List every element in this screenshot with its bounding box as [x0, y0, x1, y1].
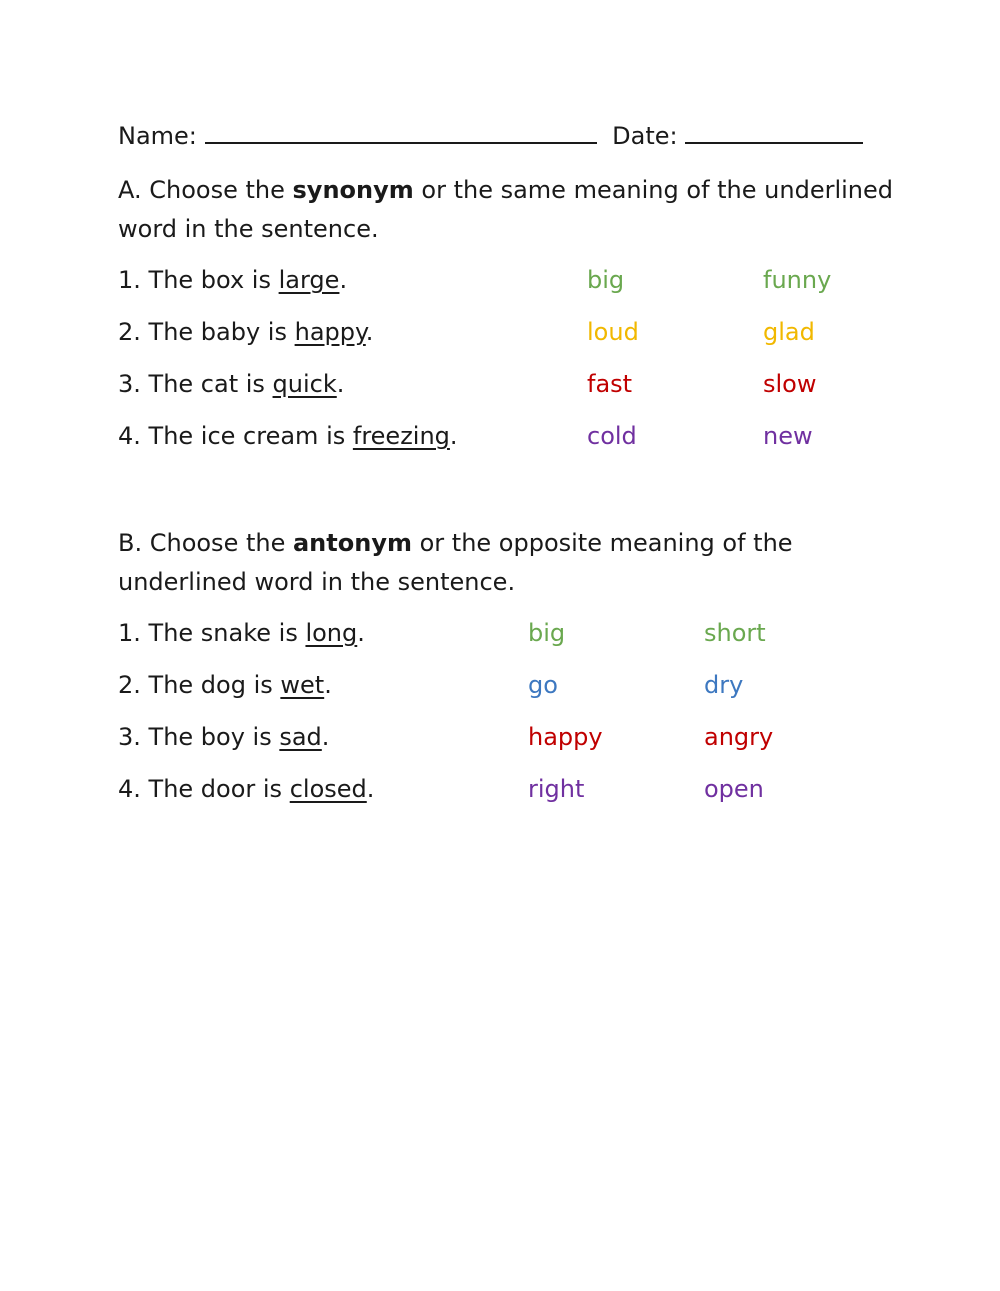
- date-label: Date:: [612, 122, 678, 150]
- section_a-question-1: [118, 265, 347, 295]
- section_b-q3-option-1[interactable]: happy: [528, 723, 603, 751]
- section_b-q4-option-2[interactable]: open: [704, 775, 764, 803]
- section-b-prefix: B. Choose the: [118, 529, 293, 557]
- section_a-q4-option-1[interactable]: cold: [587, 422, 637, 450]
- section_b-q1-option-2[interactable]: short: [704, 619, 766, 647]
- section_a-q2-option-2[interactable]: glad: [763, 318, 815, 346]
- question-end: .: [449, 422, 458, 450]
- section_a-q3-option-2[interactable]: slow: [763, 370, 817, 398]
- underlined-word: sad: [279, 723, 322, 751]
- question-end: .: [366, 775, 375, 803]
- underlined-word: wet: [280, 671, 325, 699]
- underlined-word: freezing: [352, 422, 450, 450]
- section_b-question-3: [118, 722, 329, 752]
- section_b-q2-option-2[interactable]: dry: [704, 671, 744, 699]
- question-lead: 3. The boy is: [118, 723, 280, 751]
- name-blank-field[interactable]: [205, 120, 597, 144]
- section-b-instructions: [118, 524, 918, 602]
- question-lead: 1. The snake is: [118, 619, 306, 647]
- section_a-question-4: [118, 421, 458, 451]
- section-b-suffix: or the opposite meaning of the underlined word in the sentence.: [118, 529, 793, 596]
- question-lead: 4. The door is: [118, 775, 290, 803]
- section_a-q2-option-1[interactable]: loud: [587, 318, 639, 346]
- section_a-q1-option-2[interactable]: funny: [763, 266, 832, 294]
- section_b-q3-option-2[interactable]: angry: [704, 723, 774, 751]
- section_a-q1-option-1[interactable]: big: [587, 266, 625, 294]
- question-end: .: [321, 723, 330, 751]
- section_a-question-3: [118, 369, 344, 399]
- underlined-word: long: [305, 619, 358, 647]
- question-lead: 1. The box is: [118, 266, 279, 294]
- question-lead: 2. The baby is: [118, 318, 295, 346]
- name-label: Name:: [118, 122, 197, 150]
- underlined-word: quick: [272, 370, 337, 398]
- section_b-question-2: [118, 670, 332, 700]
- section_a-q4-option-2[interactable]: new: [763, 422, 813, 450]
- section_b-question-1: [118, 618, 365, 648]
- section-a-instructions: [118, 171, 918, 249]
- section-b-keyword: antonym: [292, 529, 412, 557]
- section_a-question-2: [118, 317, 373, 347]
- section_b-q4-option-1[interactable]: right: [528, 775, 585, 803]
- question-end: .: [365, 318, 374, 346]
- question-lead: 2. The dog is: [118, 671, 281, 699]
- section-a-keyword: synonym: [292, 176, 414, 204]
- question-end: .: [339, 266, 348, 294]
- section-a-prefix: A. Choose the: [118, 176, 293, 204]
- section_b-question-4: [118, 774, 374, 804]
- underlined-word: happy: [294, 318, 366, 346]
- underlined-word: large: [278, 266, 340, 294]
- section_a-q3-option-1[interactable]: fast: [587, 370, 633, 398]
- question-lead: 3. The cat is: [118, 370, 273, 398]
- underlined-word: closed: [289, 775, 367, 803]
- section_b-q1-option-1[interactable]: big: [528, 619, 566, 647]
- question-end: .: [357, 619, 365, 647]
- section_b-q2-option-1[interactable]: go: [528, 671, 558, 699]
- date-blank-field[interactable]: [685, 120, 863, 144]
- section-a-suffix: or the same meaning of the underlined word in the sentence.: [118, 176, 893, 243]
- question-end: .: [324, 671, 332, 699]
- question-lead: 4. The ice cream is: [118, 422, 353, 450]
- header-line: [118, 120, 863, 151]
- question-end: .: [336, 370, 345, 398]
